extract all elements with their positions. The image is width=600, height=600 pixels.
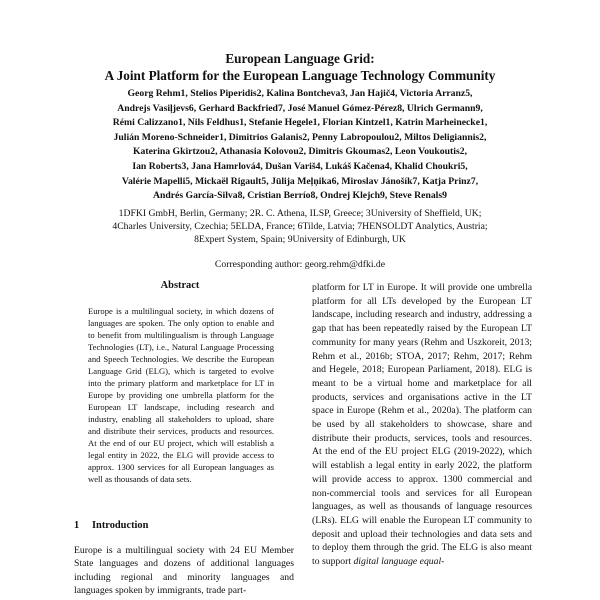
author-line: Andrejs Vasiļjevs6, Gerhard Backfried7, José Manuel Gómez-Pérez8, Ulrich Germann9, (117, 102, 483, 114)
section-heading-introduction (74, 519, 294, 533)
author-line: Katerina Gkirtzou2, Athanasia Kolovou2, Dimitris Gkoumas2, Leon Voukoutis2, (133, 146, 467, 158)
author-line: Andrés García-Silva8, Cristian Berrío8, Ondrej Klejch9, Steve Renals9 (152, 190, 447, 202)
abstract-text: Europe is a multilingual society, in which dozens of languages are spoken. The only option to enable and to benefit from multilingualism is through Language Technologies (LT), i.e., Natural Language Processing and Speech Technologies. We describe the European Language Grid (ELG), which is targeted to evolve into the primary platform and marketplace for LT in Europe by providing one umbrella platform for the European LT landscape, including research and industry, enabling all stakeholders to upload, share and distribute their services, products and resources. At the end of our EU project, which will establish a legal entity in 2022, the ELG will provide access to approx. 1300 services for all European languages as well as thousands of data sets. (88, 306, 274, 484)
paper-title-line-2: A Joint Platform for the European Language Technology Community (104, 68, 496, 83)
corresponding-author: Corresponding author: georg.rehm@dfki.de (214, 259, 386, 270)
introduction-text: Europe is a multilingual society with 24 EU Member State languages and dozens of additional languages including regional and minority languages and languages spoken by immigrants, trade part- (74, 545, 294, 597)
author-line: Rémi Calizzano1, Nils Feldhus1, Stefanie Hegele1, Florian Kintzel1, Katrin Marheinecke1, (112, 117, 488, 129)
affiliation-line: 8Expert System, Spain; 9University of Edinburgh, UK (194, 234, 406, 245)
right-column-italic: digital language equal- (353, 556, 445, 568)
author-line: Julián Moreno-Schneider1, Dimitrios Galanis2, Penny Labropoulou2, Miltos Deligiannis2, (113, 131, 487, 143)
author-line: Ian Roberts3, Jana Hamrlová4, Dušan Variš4, Lukáš Kačena4, Khalid Choukri5, (132, 160, 468, 172)
right-column-text (312, 281, 532, 569)
author-line: Georg Rehm1, Stelios Piperidis2, Kalina Bontcheva3, Jan Hajič4, Victoria Arranz5, (127, 88, 473, 99)
author-list (52, 87, 548, 204)
right-column-body: platform for LT in Europe. It will provide one umbrella platform for all LTs developed by the European LT landscape, including research and industry, addressing a gap that has been repeatedly raised by the European LT community for many years (Rehm and Uszkoreit, 2013; Rehm et al., 2016b; STOA, 2017; Rehm, 2017; Rehm and Hegele, 2018; European Parliament, 2018). ELG is meant to be a virtual home and marketplace for all products, services and organisations active in the LT space in Europe (Rehm et al., 2020a). The platform can be used by all stakeholders to showcase, share and distribute their products, services, tools and resources. At the end of the EU project ELG (2019-2022), which will establish a legal entity in early 2022, the platform will provide access to approx. 1300 commercial and non-commercial tools and services for all European languages, as well as thousands of language resources (LRs). ELG will enable the European LT community to deposit and upload their technologies and data sets and to deploy them through the grid. The ELG is also meant to support (312, 282, 532, 568)
affiliations (52, 207, 548, 246)
section-title: Introduction (92, 520, 149, 531)
abstract-heading: Abstract (160, 280, 200, 291)
section-number: 1 (74, 520, 80, 531)
affiliation-line: 4Charles University, Czechia; 5ELDA, France; 6Tilde, Latvia; 7HENSOLDT Analytics, Austria; (112, 221, 488, 232)
affiliation-line: 1DFKI GmbH, Berlin, Germany; 2R. C. Athena, ILSP, Greece; 3University of Sheffield, UK; (118, 208, 482, 219)
paper-title-line-1: European Language Grid: (225, 51, 375, 66)
page-bottom-edge (0, 596, 600, 600)
author-line: Valérie Mapelli5, Mickaël Rigault5, Jūlija Meļņika6, Miroslav Jánošík7, Katja Prinz7, (121, 175, 479, 187)
